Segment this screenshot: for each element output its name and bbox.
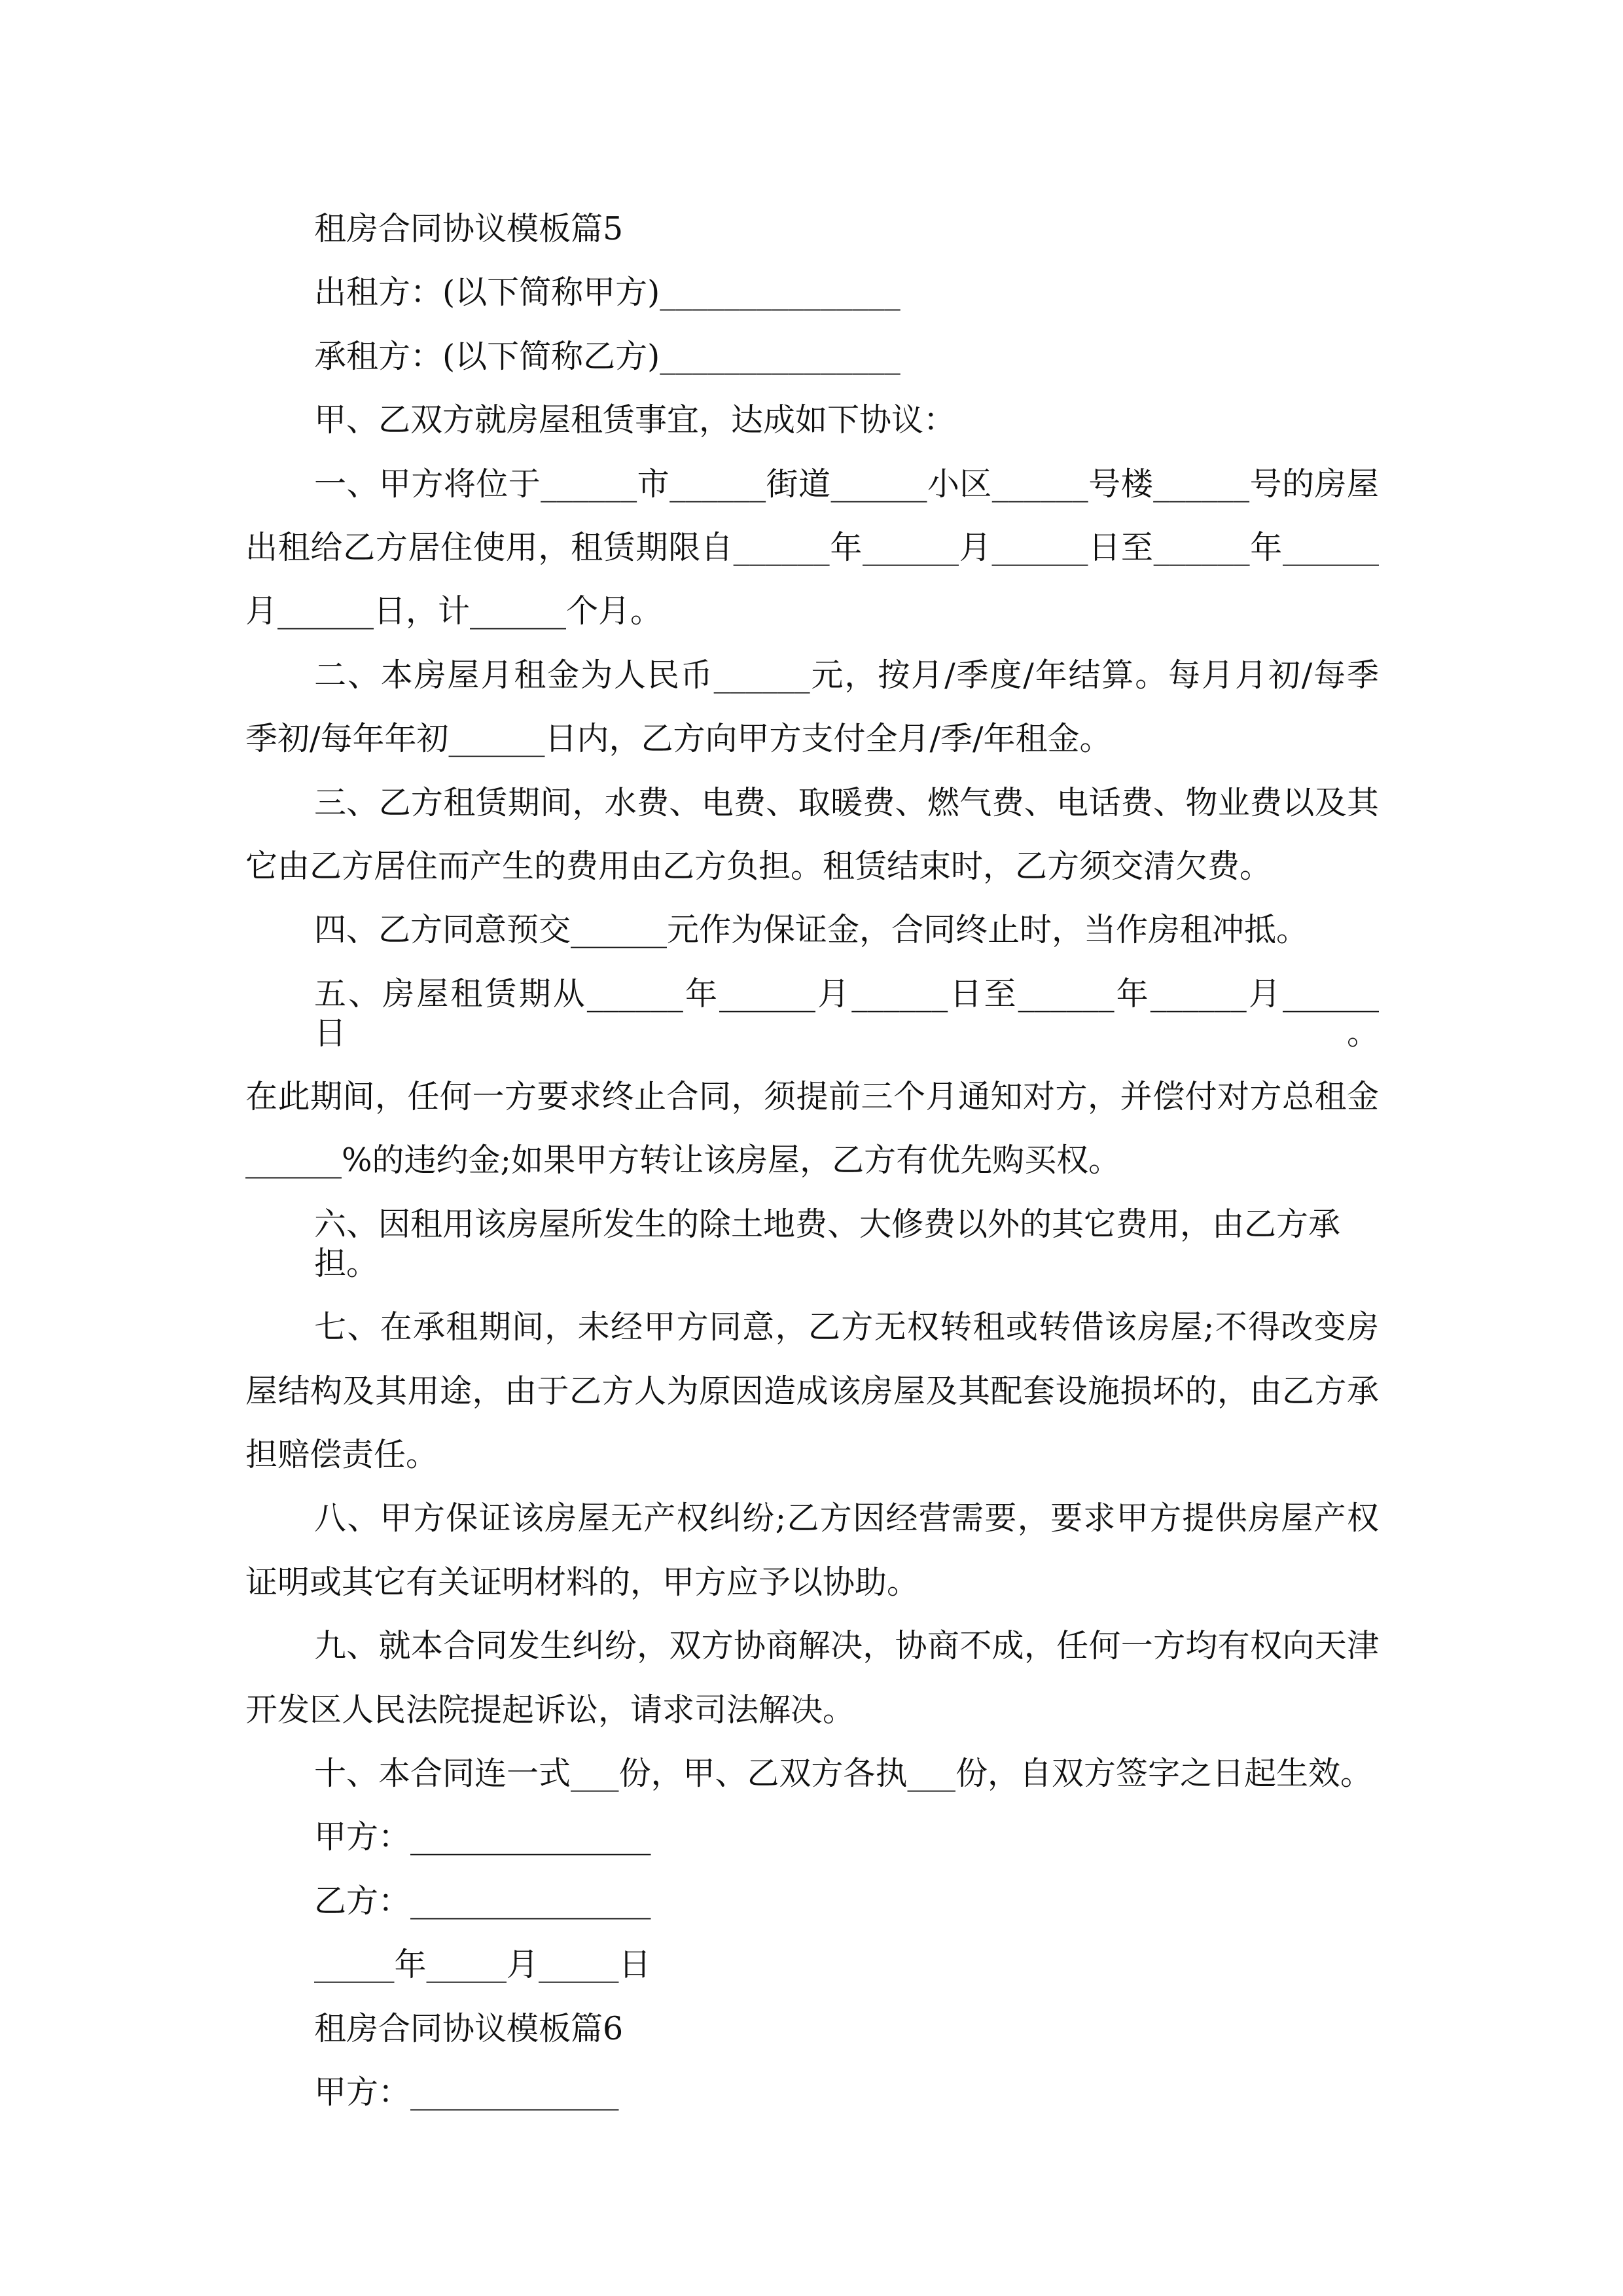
text-line: _____年_____月_____日 — [314, 1946, 651, 1984]
text-line: 十、本合同连一式___份，甲、乙双方各执___份，自双方签字之日起生效。 — [314, 1754, 1373, 1792]
text-line: 七、在承租期间，未经甲方同意，乙方无权转租或转借该房屋;不得改变房 — [314, 1308, 1379, 1346]
text-line: 一、甲方将位于______市______街道______小区______号楼______号的房屋 — [314, 465, 1379, 503]
text-line: 九、就本合同发生纠纷，双方协商解决，协商不成，任何一方均有权向天津 — [314, 1627, 1379, 1665]
text-line: 八、甲方保证该房屋无产权纠纷;乙方因经营需要，要求甲方提供房屋产权 — [314, 1499, 1379, 1537]
section-heading: 租房合同协议模板篇6 — [314, 2009, 624, 2047]
text-line: 甲、乙双方就房屋租赁事宜，达成如下协议： — [314, 401, 956, 439]
text-line: 在此期间，任何一方要求终止合同，须提前三个月通知对方，并偿付对方总租金 — [245, 1078, 1379, 1116]
text-line: 承租方：(以下简称乙方)_______________ — [314, 337, 901, 375]
text-line: 乙方：_______________ — [314, 1882, 651, 1920]
text-line: 六、因租用该房屋所发生的除土地费、大修费以外的其它费用，由乙方承担。 — [314, 1205, 1341, 1282]
text-line: 二、本房屋月租金为人民币______元，按月/季度/年结算。每月月初/每季 — [314, 656, 1379, 694]
text-line: 证明或其它有关证明材料的，甲方应予以协助。 — [245, 1563, 919, 1601]
text-line: 屋结构及其用途，由于乙方人为原因造成该房屋及其配套设施损坏的，由乙方承 — [245, 1372, 1379, 1410]
text-line: 月______日，计______个月。 — [245, 592, 663, 630]
section-heading: 租房合同协议模板篇5 — [314, 210, 624, 247]
text-line: 担赔偿责任。 — [245, 1436, 438, 1474]
text-line: 三、乙方租赁期间，水费、电费、取暖费、燃气费、电话费、物业费以及其 — [314, 783, 1379, 821]
text-line: 出租方：(以下简称甲方)_______________ — [314, 274, 901, 312]
text-line: 它由乙方居住而产生的费用由乙方负担。租赁结束时，乙方须交清欠费。 — [245, 847, 1272, 885]
text-line: 甲方：_______________ — [314, 1818, 651, 1856]
text-line: 出租给乙方居住使用，租赁期限自______年______月______日至______年______ — [245, 528, 1379, 566]
text-line: ______%的违约金;如果甲方转让该房屋，乙方有优先购买权。 — [245, 1141, 1121, 1179]
text-line: 五、房屋租赁期从______年______月______日至______年______月______日。 — [314, 975, 1379, 1052]
text-line: 四、乙方同意预交______元作为保证金，合同终止时，当作房租冲抵。 — [314, 911, 1309, 949]
text-line: 开发区人民法院提起诉讼，请求司法解决。 — [245, 1691, 855, 1729]
text-line: 季初/每年年初______日内，乙方向甲方支付全月/季/年租金。 — [245, 720, 1112, 758]
text-line: 甲方：_____________ — [314, 2073, 619, 2111]
